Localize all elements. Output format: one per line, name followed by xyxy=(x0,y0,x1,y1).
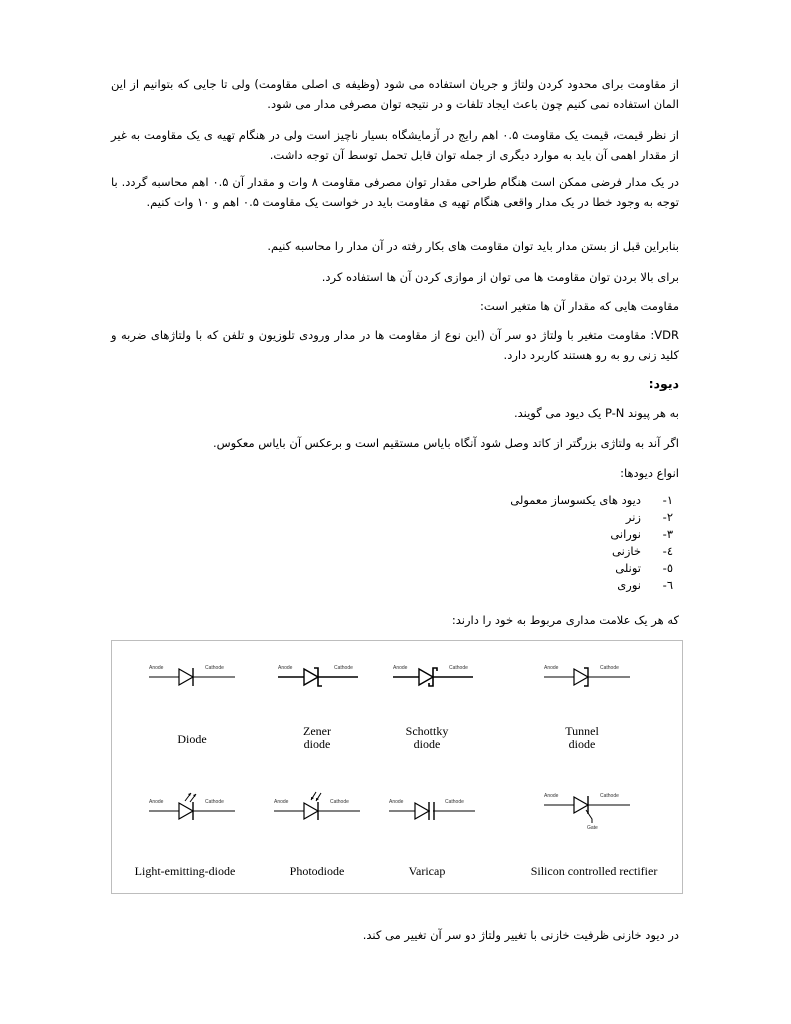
cathode-label: Cathode xyxy=(205,799,224,805)
anode-label: Anode xyxy=(149,665,164,671)
paragraph-calculate-before: بنابراین قبل از بستن مدار باید توان مقاومت های بکار رفته در آن مدار را محاسبه کنیم. xyxy=(267,239,679,253)
zener-diode-symbol-icon xyxy=(272,661,362,691)
caption-varicap: Varicap xyxy=(408,864,446,878)
paragraph-symbols-intro: که هر یک علامت مداری مربوط به خود را دارند: xyxy=(451,613,679,627)
paragraph-resistor-price: از نظر قیمت، قیمت یک مقاومت ۰.۵ اهم رایج در آزمایشگاه بسیار ناچیز است ولی در هنگام تهیه ی یک مقاومت به غیر از مقدار اهمی آن باید به موارد دیگری از جمله توان قابل تحمل توسط آن توجه داشت. xyxy=(111,128,679,162)
anode-label: Anode xyxy=(278,665,293,671)
list-label: دیود های یکسوساز معمولی xyxy=(510,493,641,507)
list-label: نورانی xyxy=(610,527,641,541)
list-item xyxy=(373,543,673,560)
paragraph-variable-resistors: مقاومت هایی که مقدار آن ها متغیر است: xyxy=(479,299,679,313)
anode-label: Anode xyxy=(544,665,559,671)
caption-zener: Zener diode xyxy=(303,724,331,751)
list-item xyxy=(373,560,673,577)
cathode-label: Cathode xyxy=(334,665,353,671)
led-symbol-icon xyxy=(147,789,237,823)
anode-label: Anode xyxy=(393,665,408,671)
list-item xyxy=(373,577,673,594)
list-item xyxy=(373,526,673,543)
caption-led: Light-emitting-diode xyxy=(134,864,236,878)
list-number: ٢- xyxy=(662,510,673,524)
cathode-label: Cathode xyxy=(205,665,224,671)
cathode-label: Cathode xyxy=(449,665,468,671)
varicap-symbol-icon xyxy=(387,789,477,823)
list-item xyxy=(373,509,673,526)
tunnel-diode-symbol-icon xyxy=(542,661,632,691)
diode-type-list xyxy=(373,492,673,594)
heading-diode: دیود: xyxy=(648,376,679,391)
scr-symbol-icon xyxy=(542,787,632,831)
paragraph-pn-junction: به هر پیوند P-N یک دیود می گویند. xyxy=(513,406,679,420)
paragraph-parallel: برای بالا بردن توان مقاومت ها می توان از موازی کردن آن ها استفاده کرد. xyxy=(321,270,679,284)
paragraph-bias: اگر آند به ولتاژی بزرگتر از کاتد وصل شود آنگاه بایاس مستقیم است و برعکس آن بایاس معکوس. xyxy=(212,436,679,450)
list-number: ٤- xyxy=(662,544,673,558)
photodiode-symbol-icon xyxy=(272,789,362,823)
anode-label: Anode xyxy=(149,799,164,805)
anode-label: Anode xyxy=(274,799,289,805)
list-label: نوری xyxy=(617,578,641,592)
caption-tunnel: Tunnel diode xyxy=(565,724,599,751)
list-item xyxy=(373,492,673,509)
paragraph-power-calculation: در یک مدار فرضی ممکن است هنگام طراحی مقدار توان مصرفی مقاومت ۸ وات و مقدار آن ۰.۵ اهم محاسبه گردد. با توجه به وجود خطا در یک مدار واقعی هنگام تهیه ی مقاومت باید در خواست یک مقاومت ۰.۵ اهم و ۱۰ وات کنیم. xyxy=(111,175,679,209)
cathode-label: Cathode xyxy=(445,799,464,805)
diode-symbol-icon xyxy=(147,661,237,691)
schottky-diode-symbol-icon xyxy=(387,661,477,691)
anode-label: Anode xyxy=(544,793,559,799)
anode-label: Anode xyxy=(389,799,404,805)
list-label: زنر xyxy=(625,510,641,524)
list-number: ٦- xyxy=(662,578,673,592)
cathode-label: Cathode xyxy=(600,793,619,799)
caption-schottky: Schottky diode xyxy=(405,724,449,751)
caption-scr: Silicon controlled rectifier xyxy=(530,864,658,878)
caption-diode: Diode xyxy=(177,732,207,746)
paragraph-resistor-purpose: از مقاومت برای محدود کردن ولتاژ و جریان استفاده می شود (وظیفه ی اصلی مقاومت) ولی تا جایی که بتوانیم از این المان استفاده نمی کنیم چون باعث ایجاد تلفات و در نتیجه توان مصرفی مدار می شود. xyxy=(111,77,679,111)
caption-photodiode: Photodiode xyxy=(289,864,345,878)
list-number: ٥- xyxy=(662,561,673,575)
diode-symbols-figure xyxy=(111,640,683,894)
list-number: ١- xyxy=(662,493,673,507)
paragraph-varicap-explanation: در دیود خازنی ظرفیت خازنی با تغییر ولتاژ دو سر آن تغییر می کند. xyxy=(362,928,679,942)
list-label: خازنی xyxy=(612,544,641,558)
paragraph-vdr: VDR: مقاومت متغیر با ولتاژ دو سر آن (این نوع از مقاومت ها در مدار ورودی تلوزیون و تلفن که با ولتاژهای ضربه و کلید زنی رو به رو هستند کاربرد دارد. xyxy=(111,328,679,362)
cathode-label: Cathode xyxy=(330,799,349,805)
cathode-label: Cathode xyxy=(600,665,619,671)
list-number: ٣- xyxy=(662,527,673,541)
paragraph-diode-types: انواع دیودها: xyxy=(620,466,679,480)
list-label: تونلی xyxy=(615,561,641,575)
gate-label: Gate xyxy=(587,825,598,831)
